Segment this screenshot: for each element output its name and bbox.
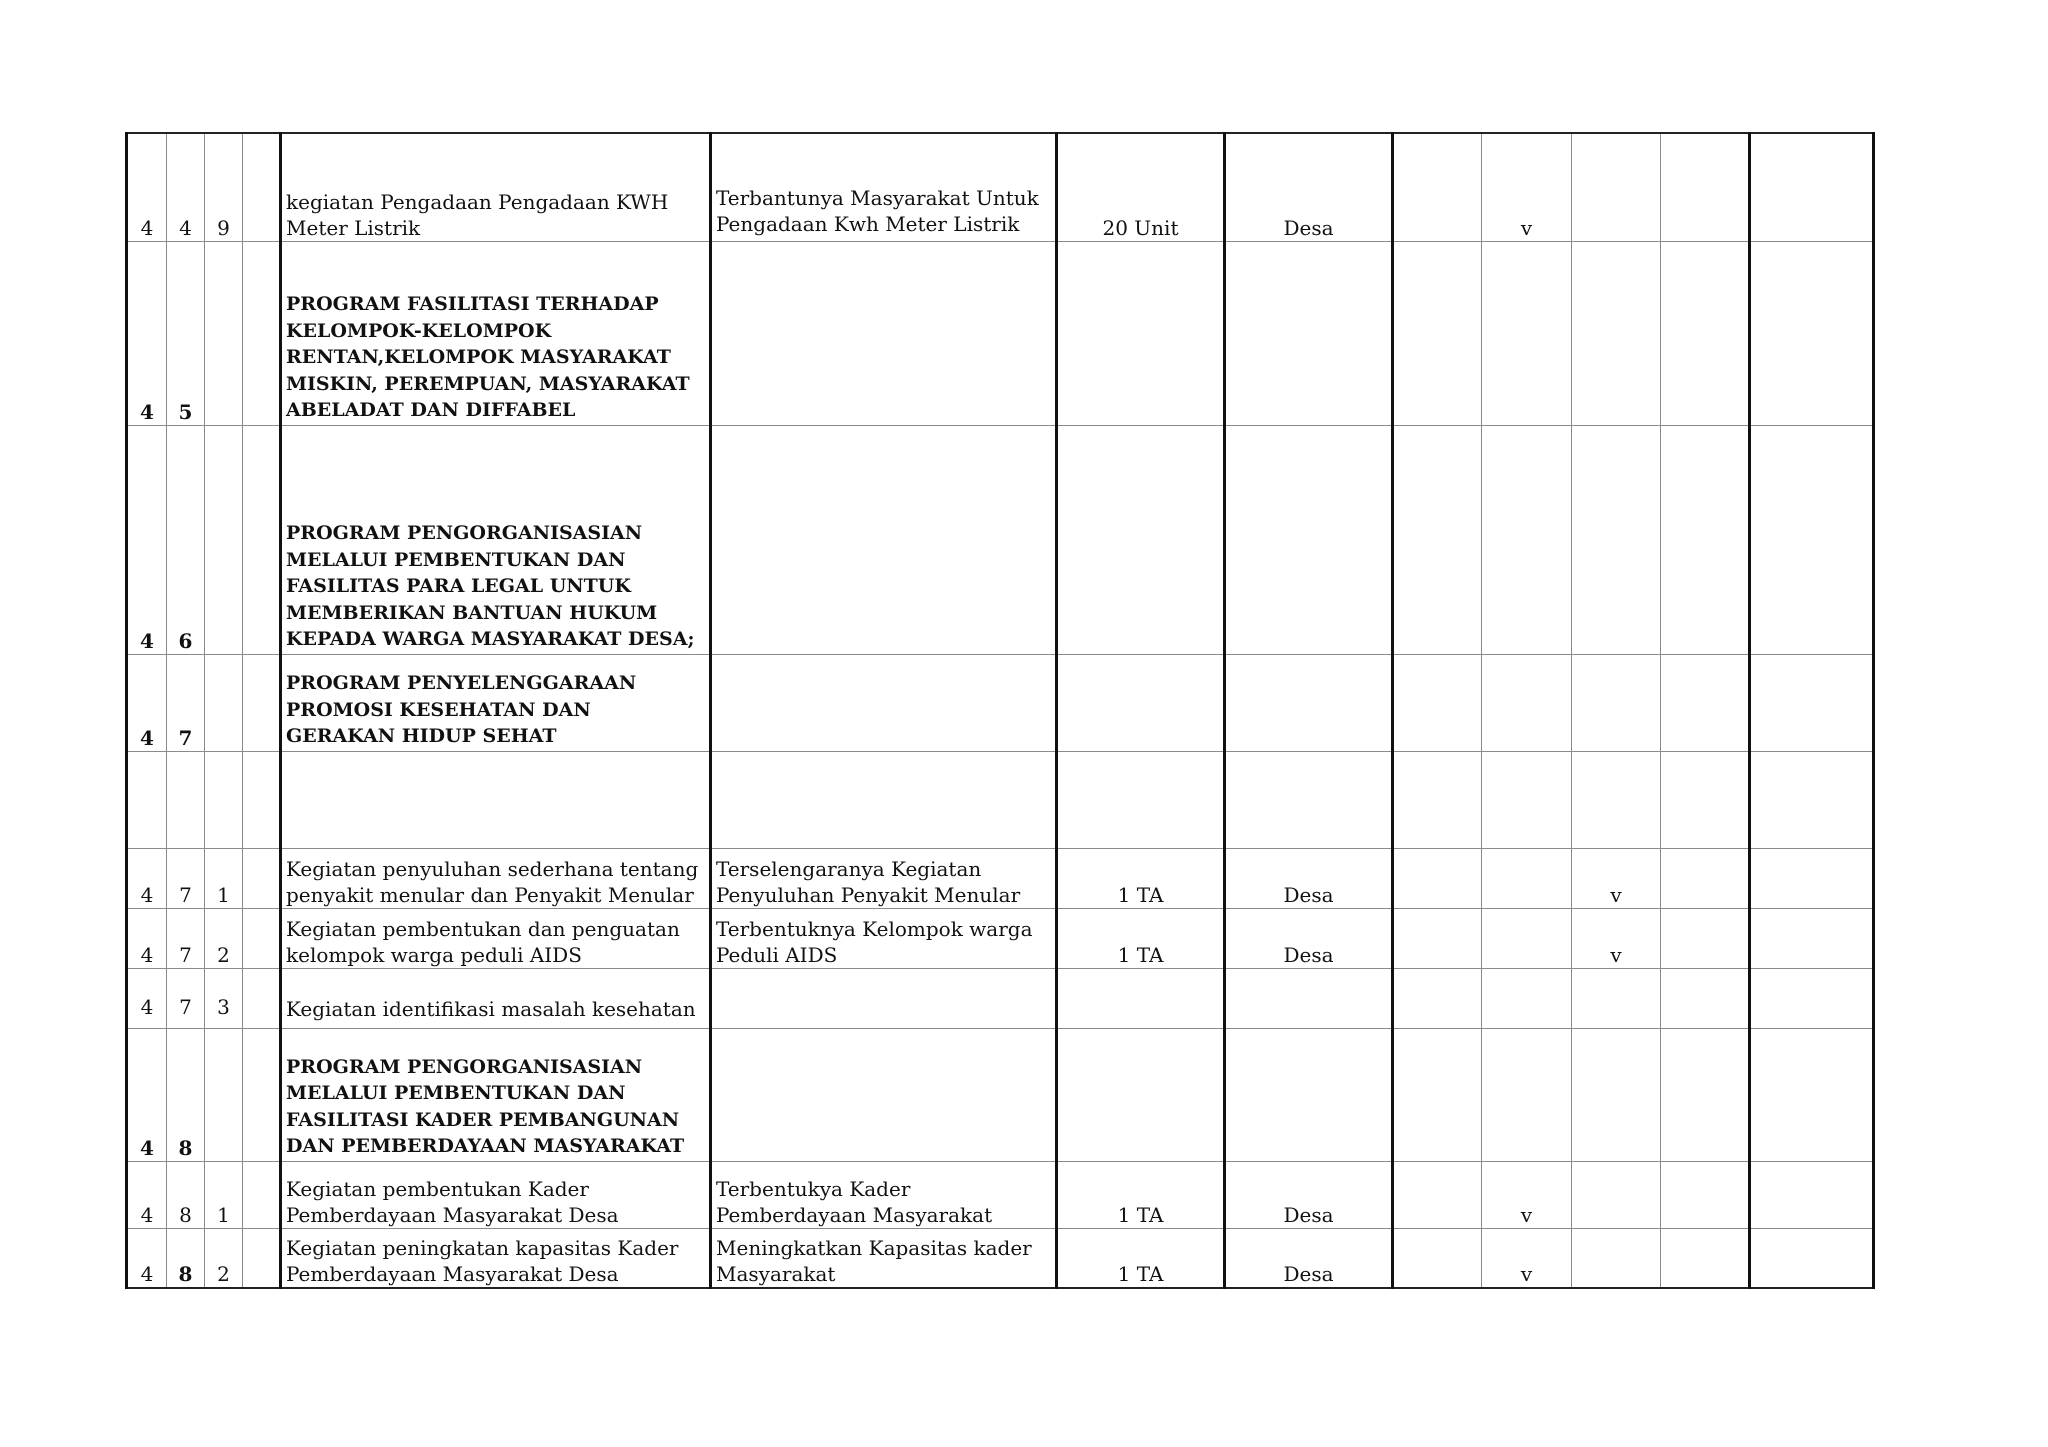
code-level-2: 6	[167, 425, 205, 654]
schedule-cell-1	[1393, 751, 1482, 848]
schedule-cell-3: v	[1572, 908, 1661, 968]
code-level-1: 4	[127, 1161, 167, 1228]
schedule-cell-2: v	[1482, 133, 1572, 241]
code-level-4	[243, 908, 281, 968]
activity-name: kegiatan Pengadaan Pengadaan KWH Meter Listrik	[281, 133, 711, 241]
schedule-cell-1	[1393, 654, 1482, 751]
code-level-1: 4	[127, 1228, 167, 1288]
code-level-4	[243, 848, 281, 908]
activity-volume	[1057, 1028, 1225, 1161]
schedule-cell-3	[1572, 968, 1661, 1028]
activity-volume: 1 TA	[1057, 1161, 1225, 1228]
activity-volume: 1 TA	[1057, 1228, 1225, 1288]
schedule-cell-1	[1393, 908, 1482, 968]
code-level-4	[243, 1028, 281, 1161]
code-level-4	[243, 1161, 281, 1228]
activity-volume	[1057, 241, 1225, 425]
code-level-2	[167, 751, 205, 848]
schedule-cell-4	[1661, 751, 1750, 848]
code-level-2: 7	[167, 848, 205, 908]
activity-name: Kegiatan penyuluhan sederhana tentang penyakit menular dan Penyakit Menular	[281, 848, 711, 908]
table-row	[127, 1028, 1874, 1161]
schedule-cell-5	[1750, 241, 1874, 425]
schedule-cell-2	[1482, 848, 1572, 908]
table-row	[127, 654, 1874, 751]
schedule-cell-3	[1572, 751, 1661, 848]
schedule-cell-5	[1750, 751, 1874, 848]
activity-volume	[1057, 654, 1225, 751]
activity-output	[711, 751, 1057, 848]
activity-location	[1225, 654, 1393, 751]
schedule-cell-2	[1482, 241, 1572, 425]
code-level-2: 8	[167, 1161, 205, 1228]
schedule-cell-2	[1482, 908, 1572, 968]
schedule-cell-5	[1750, 133, 1874, 241]
code-level-1: 4	[127, 654, 167, 751]
schedule-cell-2	[1482, 654, 1572, 751]
schedule-cell-4	[1661, 133, 1750, 241]
table-row	[127, 751, 1874, 848]
activity-volume	[1057, 968, 1225, 1028]
schedule-cell-2: v	[1482, 1228, 1572, 1288]
schedule-cell-3: v	[1572, 848, 1661, 908]
code-level-1: 4	[127, 968, 167, 1028]
activity-volume: 20 Unit	[1057, 133, 1225, 241]
activity-location	[1225, 1028, 1393, 1161]
schedule-cell-1	[1393, 968, 1482, 1028]
schedule-cell-4	[1661, 908, 1750, 968]
code-level-1: 4	[127, 425, 167, 654]
schedule-cell-3	[1572, 133, 1661, 241]
code-level-2: 7	[167, 654, 205, 751]
activity-output: Meningkatkan Kapasitas kader Masyarakat	[711, 1228, 1057, 1288]
code-level-4	[243, 968, 281, 1028]
code-level-2: 8	[167, 1028, 205, 1161]
schedule-cell-5	[1750, 968, 1874, 1028]
code-level-1: 4	[127, 908, 167, 968]
code-level-4	[243, 1228, 281, 1288]
schedule-cell-4	[1661, 241, 1750, 425]
schedule-cell-4	[1661, 848, 1750, 908]
table-row	[127, 1228, 1874, 1288]
activity-volume	[1057, 751, 1225, 848]
activity-volume: 1 TA	[1057, 908, 1225, 968]
activity-name: Kegiatan identifikasi masalah kesehatan	[281, 968, 711, 1028]
schedule-cell-1	[1393, 241, 1482, 425]
code-level-4	[243, 425, 281, 654]
schedule-cell-1	[1393, 425, 1482, 654]
code-level-3	[205, 425, 243, 654]
schedule-cell-5	[1750, 654, 1874, 751]
activity-location: Desa	[1225, 1228, 1393, 1288]
table-row	[127, 908, 1874, 968]
schedule-cell-2	[1482, 425, 1572, 654]
schedule-cell-4	[1661, 1161, 1750, 1228]
code-level-3: 3	[205, 968, 243, 1028]
schedule-cell-2: v	[1482, 1161, 1572, 1228]
code-level-3	[205, 1028, 243, 1161]
activity-location	[1225, 751, 1393, 848]
table-row	[127, 968, 1874, 1028]
activity-location: Desa	[1225, 133, 1393, 241]
code-level-3: 9	[205, 133, 243, 241]
activity-output: Terbentukya Kader Pemberdayaan Masyarakat	[711, 1161, 1057, 1228]
schedule-cell-3	[1572, 1028, 1661, 1161]
activity-output: Terbentuknya Kelompok warga Peduli AIDS	[711, 908, 1057, 968]
activity-output: Terbantunya Masyarakat Untuk Pengadaan Kwh Meter Listrik	[711, 133, 1057, 241]
schedule-cell-3	[1572, 1228, 1661, 1288]
code-level-1: 4	[127, 848, 167, 908]
activity-output	[711, 241, 1057, 425]
code-level-3: 2	[205, 908, 243, 968]
code-level-3: 2	[205, 1228, 243, 1288]
schedule-cell-3	[1572, 241, 1661, 425]
activity-output: Terselengaranya Kegiatan Penyuluhan Penyakit Menular	[711, 848, 1057, 908]
activity-output	[711, 425, 1057, 654]
schedule-cell-4	[1661, 425, 1750, 654]
schedule-cell-5	[1750, 1161, 1874, 1228]
code-level-2: 8	[167, 1228, 205, 1288]
code-level-3	[205, 241, 243, 425]
activity-name: Kegiatan pembentukan dan penguatan kelompok warga peduli AIDS	[281, 908, 711, 968]
code-level-4	[243, 751, 281, 848]
code-level-3	[205, 751, 243, 848]
code-level-3: 1	[205, 1161, 243, 1228]
activity-name: Kegiatan peningkatan kapasitas Kader Pemberdayaan Masyarakat Desa	[281, 1228, 711, 1288]
schedule-cell-4	[1661, 968, 1750, 1028]
activity-location: Desa	[1225, 848, 1393, 908]
activity-location	[1225, 425, 1393, 654]
table-row	[127, 848, 1874, 908]
program-title: PROGRAM FASILITASI TERHADAP KELOMPOK-KELOMPOK RENTAN,KELOMPOK MASYARAKAT MISKIN, PEREMPUAN, MASYARAKAT ABELADAT DAN DIFFABEL	[281, 241, 711, 425]
schedule-cell-5	[1750, 1228, 1874, 1288]
schedule-cell-2	[1482, 1028, 1572, 1161]
program-activity-table	[125, 132, 1875, 1289]
activity-output	[711, 1028, 1057, 1161]
code-level-4	[243, 654, 281, 751]
activity-volume: 1 TA	[1057, 848, 1225, 908]
schedule-cell-1	[1393, 848, 1482, 908]
schedule-cell-2	[1482, 968, 1572, 1028]
table-row	[127, 241, 1874, 425]
schedule-cell-3	[1572, 425, 1661, 654]
schedule-cell-5	[1750, 848, 1874, 908]
schedule-cell-3	[1572, 654, 1661, 751]
code-level-2: 7	[167, 908, 205, 968]
activity-location: Desa	[1225, 908, 1393, 968]
code-level-2: 7	[167, 968, 205, 1028]
schedule-cell-1	[1393, 1161, 1482, 1228]
program-title: PROGRAM PENYELENGGARAAN PROMOSI KESEHATAN DAN GERAKAN HIDUP SEHAT	[281, 654, 711, 751]
code-level-2: 5	[167, 241, 205, 425]
code-level-2: 4	[167, 133, 205, 241]
activity-name: Kegiatan pembentukan Kader Pemberdayaan Masyarakat Desa	[281, 1161, 711, 1228]
program-title: PROGRAM PENGORGANISASIAN MELALUI PEMBENTUKAN DAN FASILITASI KADER PEMBANGUNAN DAN PEMBERDAYAAN MASYARAKAT	[281, 1028, 711, 1161]
schedule-cell-1	[1393, 133, 1482, 241]
program-title: PROGRAM PENGORGANISASIAN MELALUI PEMBENTUKAN DAN FASILITAS PARA LEGAL UNTUK MEMBERIKAN BANTUAN HUKUM KEPADA WARGA MASYARAKAT DESA;	[281, 425, 711, 654]
activity-output	[711, 654, 1057, 751]
code-level-1	[127, 751, 167, 848]
code-level-1: 4	[127, 1028, 167, 1161]
activity-location: Desa	[1225, 1161, 1393, 1228]
code-level-1: 4	[127, 133, 167, 241]
code-level-4	[243, 241, 281, 425]
schedule-cell-4	[1661, 654, 1750, 751]
schedule-cell-4	[1661, 1028, 1750, 1161]
activity-name	[281, 751, 711, 848]
activity-output	[711, 968, 1057, 1028]
schedule-cell-4	[1661, 1228, 1750, 1288]
code-level-1: 4	[127, 241, 167, 425]
schedule-cell-2	[1482, 751, 1572, 848]
code-level-4	[243, 133, 281, 241]
schedule-cell-5	[1750, 1028, 1874, 1161]
table-row	[127, 1161, 1874, 1228]
activity-location	[1225, 968, 1393, 1028]
table-row	[127, 133, 1874, 241]
schedule-cell-1	[1393, 1228, 1482, 1288]
schedule-cell-3	[1572, 1161, 1661, 1228]
code-level-3: 1	[205, 848, 243, 908]
schedule-cell-5	[1750, 425, 1874, 654]
activity-volume	[1057, 425, 1225, 654]
table-row	[127, 425, 1874, 654]
schedule-cell-1	[1393, 1028, 1482, 1161]
code-level-3	[205, 654, 243, 751]
activity-location	[1225, 241, 1393, 425]
schedule-cell-5	[1750, 908, 1874, 968]
